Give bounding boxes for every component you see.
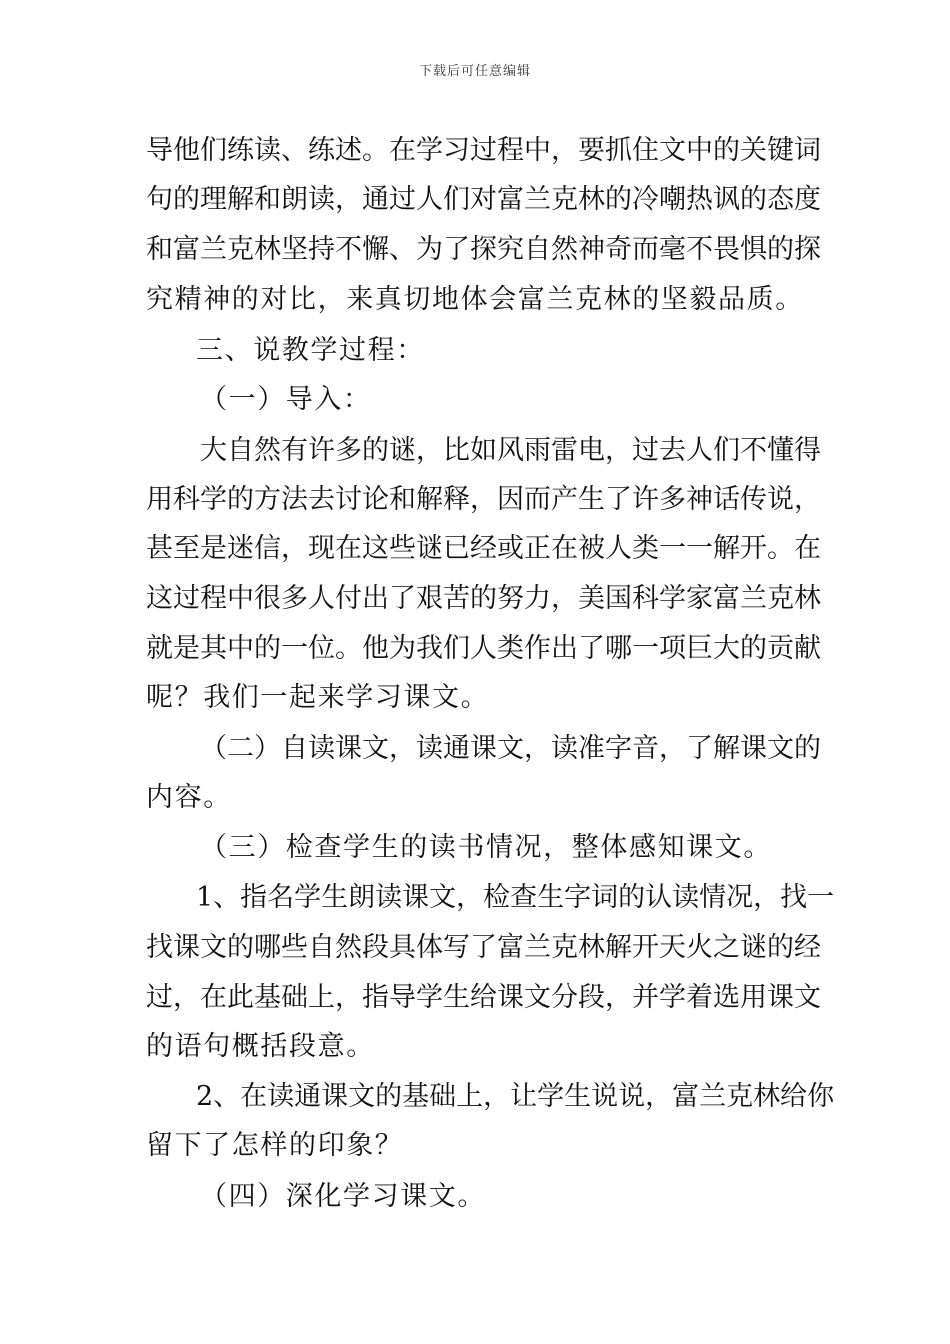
paragraph-line: 究精神的对比，来真切地体会富兰克林的坚毅品质。: [146, 284, 804, 315]
subsection-heading: （四）深化学习课文。: [200, 1181, 486, 1212]
list-item-2: 2、在读通课文的基础上，让学生说说，富兰克林给你: [196, 1081, 835, 1112]
paragraph-line: 甚至是迷信，现在这些谜已经或正在被人类一一解开。在: [146, 533, 821, 564]
paragraph-line: 留下了怎样的印象？: [146, 1130, 404, 1161]
paragraph-line: 就是其中的一位。他为我们人类作出了哪一项巨大的贡献: [146, 633, 821, 664]
subsection-heading: （一）导入：: [200, 384, 372, 415]
paragraph-line: 和富兰克林坚持不懈、为了探究自然神奇而毫不畏惧的探: [146, 234, 821, 265]
paragraph-line: 用科学的方法去讨论和解释，因而产生了许多神话传说，: [146, 484, 821, 515]
paragraph-line: 过，在此基础上，指导学生给课文分段，并学着选用课文: [146, 982, 821, 1013]
paragraph-line: 导他们练读、练述。在学习过程中，要抓住文中的关键词: [146, 135, 821, 166]
paragraph-line: 找课文的哪些自然段具体写了富兰克林解开天火之谜的经: [146, 932, 821, 963]
paragraph-line: 的语句概括段意。: [146, 1031, 375, 1062]
paragraph-line: 呢？我们一起来学习课文。: [146, 682, 490, 713]
paragraph-line: 大自然有许多的谜，比如风雨雷电，过去人们不懂得: [200, 435, 821, 466]
paragraph-line: 内容。: [146, 782, 232, 813]
subsection-heading: （三）检查学生的读书情况，整体感知课文。: [200, 832, 772, 863]
list-item-1: 1、指名学生朗读课文，检查生字词的认读情况，找一: [196, 882, 835, 913]
paragraph-line: 这过程中很多人付出了艰苦的努力，美国科学家富兰克林: [146, 583, 821, 614]
page-header: 下载后可任意编辑: [418, 64, 531, 79]
section-heading: 三、说教学过程：: [196, 335, 425, 366]
subsection-heading: （二）自读课文，读通课文，读准字音，了解课文的: [200, 733, 821, 764]
paragraph-line: 句的理解和朗读，通过人们对富兰克林的冷嘲热讽的态度: [146, 184, 821, 215]
